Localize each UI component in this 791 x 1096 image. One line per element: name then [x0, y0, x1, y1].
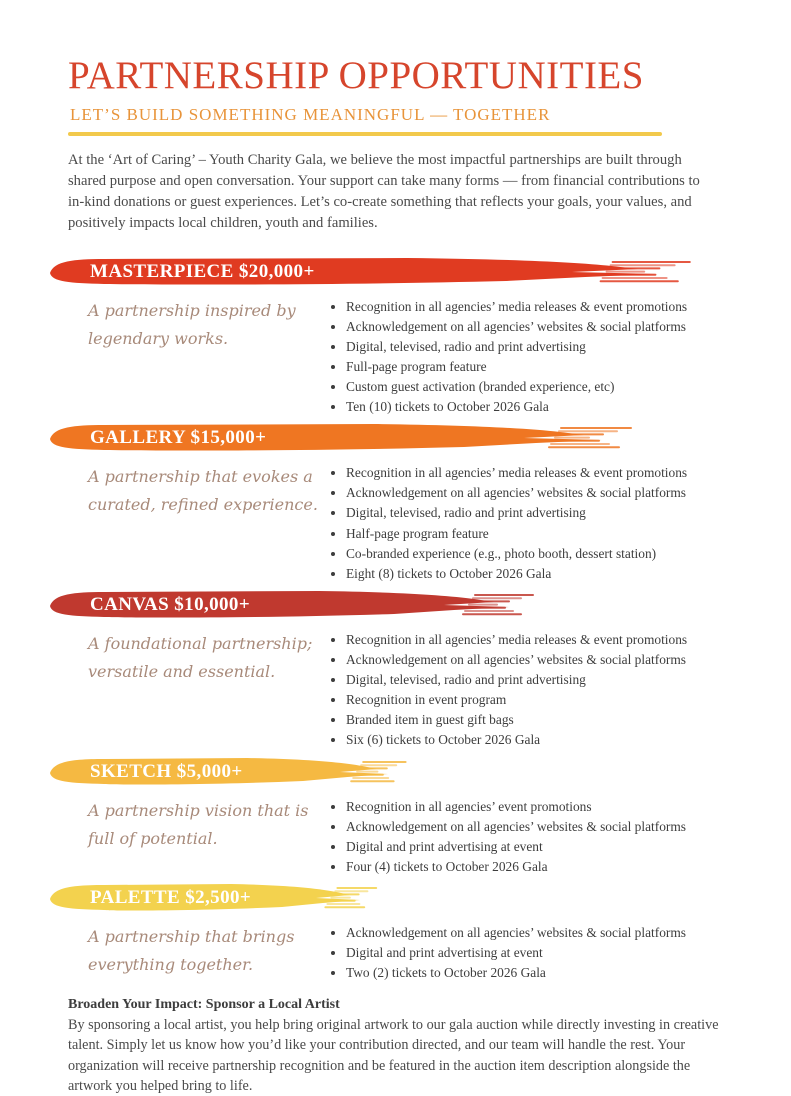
tier-body	[68, 923, 729, 983]
tier-name: PALETTE $2,500+	[90, 886, 252, 908]
list-item: • Acknowledgement on all agencies’ websites & social platforms	[346, 923, 729, 943]
tier-tagline: A partnership that evokes a curated, refined experience.	[88, 467, 318, 515]
page-title: PARTNERSHIP OPPORTUNITIES	[68, 54, 644, 97]
list-item: • Recognition in all agencies’ event promotions	[346, 797, 729, 817]
intro-paragraph: At the ‘Art of Caring’ – Youth Charity Gala, we believe the most impactful partnerships are built through shared purpose and open conversation. Your support can take many forms — from financial contributions to in-kind donations or guest experiences. Let’s co-create something that reflects your goals, your values, and positively impacts local children, youth and families.	[68, 151, 700, 232]
list-item: • Acknowledgement on all agencies’ websites & social platforms	[346, 317, 729, 337]
tier-body	[68, 630, 729, 751]
tier-block	[68, 423, 729, 584]
page-subtitle: LET’S BUILD SOMETHING MEANINGFUL — TOGETHER	[70, 104, 551, 124]
list-item: • Recognition in all agencies’ media releases & event promotions	[346, 463, 729, 483]
footer-title: Broaden Your Impact: Sponsor a Local Artist	[68, 997, 340, 1013]
list-item: • Recognition in event program	[346, 690, 729, 710]
list-item: • Six (6) tickets to October 2026 Gala	[346, 730, 729, 750]
tier-banner	[44, 883, 729, 913]
list-item: • Two (2) tickets to October 2026 Gala	[346, 963, 729, 983]
tier-list	[68, 257, 729, 984]
list-item: • Recognition in all agencies’ media releases & event promotions	[346, 297, 729, 317]
list-item: • Digital and print advertising at event	[346, 837, 729, 857]
tier-banner	[44, 590, 729, 620]
tier-block	[68, 257, 729, 418]
tier-body	[68, 297, 729, 418]
list-item: • Half-page program feature	[346, 524, 729, 544]
tier-benefit-list	[328, 797, 729, 877]
list-item: • Recognition in all agencies’ media releases & event promotions	[346, 630, 729, 650]
tier-block	[68, 757, 729, 877]
footer-note	[68, 997, 728, 1096]
list-item: • Custom guest activation (branded experience, etc)	[346, 377, 729, 397]
list-item: • Full-page program feature	[346, 357, 729, 377]
list-item: • Digital, televised, radio and print advertising	[346, 337, 729, 357]
tier-banner	[44, 757, 729, 787]
tier-body	[68, 797, 729, 877]
list-item: • Acknowledgement on all agencies’ websites & social platforms	[346, 483, 729, 503]
tier-benefit-list	[328, 923, 729, 983]
footer-text: By sponsoring a local artist, you help bring original artwork to our gala auction while directly investing in creative talent. Simply let us know how you’d like your contribution directed, and our team will handle the rest. Your organization will receive partnership recognition and be featured in the auction item description alongside the artwork you helped bring to life.	[68, 1017, 719, 1094]
tier-benefit-list	[328, 630, 729, 751]
list-item: • Acknowledgement on all agencies’ websites & social platforms	[346, 817, 729, 837]
tier-banner	[44, 257, 729, 287]
list-item: • Ten (10) tickets to October 2026 Gala	[346, 397, 729, 417]
title-divider	[68, 132, 662, 136]
list-item: • Four (4) tickets to October 2026 Gala	[346, 857, 729, 877]
tier-benefit-list	[328, 463, 729, 584]
tier-name: SKETCH $5,000+	[90, 760, 243, 782]
list-item: • Digital, televised, radio and print advertising	[346, 503, 729, 523]
list-item: • Eight (8) tickets to October 2026 Gala	[346, 564, 729, 584]
tier-block	[68, 590, 729, 751]
list-item: • Digital, televised, radio and print advertising	[346, 670, 729, 690]
tier-tagline: A partnership inspired by legendary works.	[88, 300, 296, 348]
tier-name: MASTERPIECE $20,000+	[90, 260, 315, 282]
tier-block	[68, 883, 729, 983]
list-item: • Acknowledgement on all agencies’ websites & social platforms	[346, 650, 729, 670]
tier-tagline: A partnership that brings everything together.	[88, 926, 295, 974]
tier-body	[68, 463, 729, 584]
tier-benefit-list	[328, 297, 729, 418]
tier-tagline: A partnership vision that is full of potential.	[88, 800, 309, 848]
tier-name: GALLERY $15,000+	[90, 427, 267, 449]
tier-tagline: A foundational partnership; versatile and essential.	[88, 633, 313, 681]
list-item: • Branded item in guest gift bags	[346, 710, 729, 730]
tier-name: CANVAS $10,000+	[90, 593, 251, 615]
list-item: • Digital and print advertising at event	[346, 943, 729, 963]
tier-banner	[44, 423, 729, 453]
list-item: • Co-branded experience (e.g., photo booth, dessert station)	[346, 544, 729, 564]
